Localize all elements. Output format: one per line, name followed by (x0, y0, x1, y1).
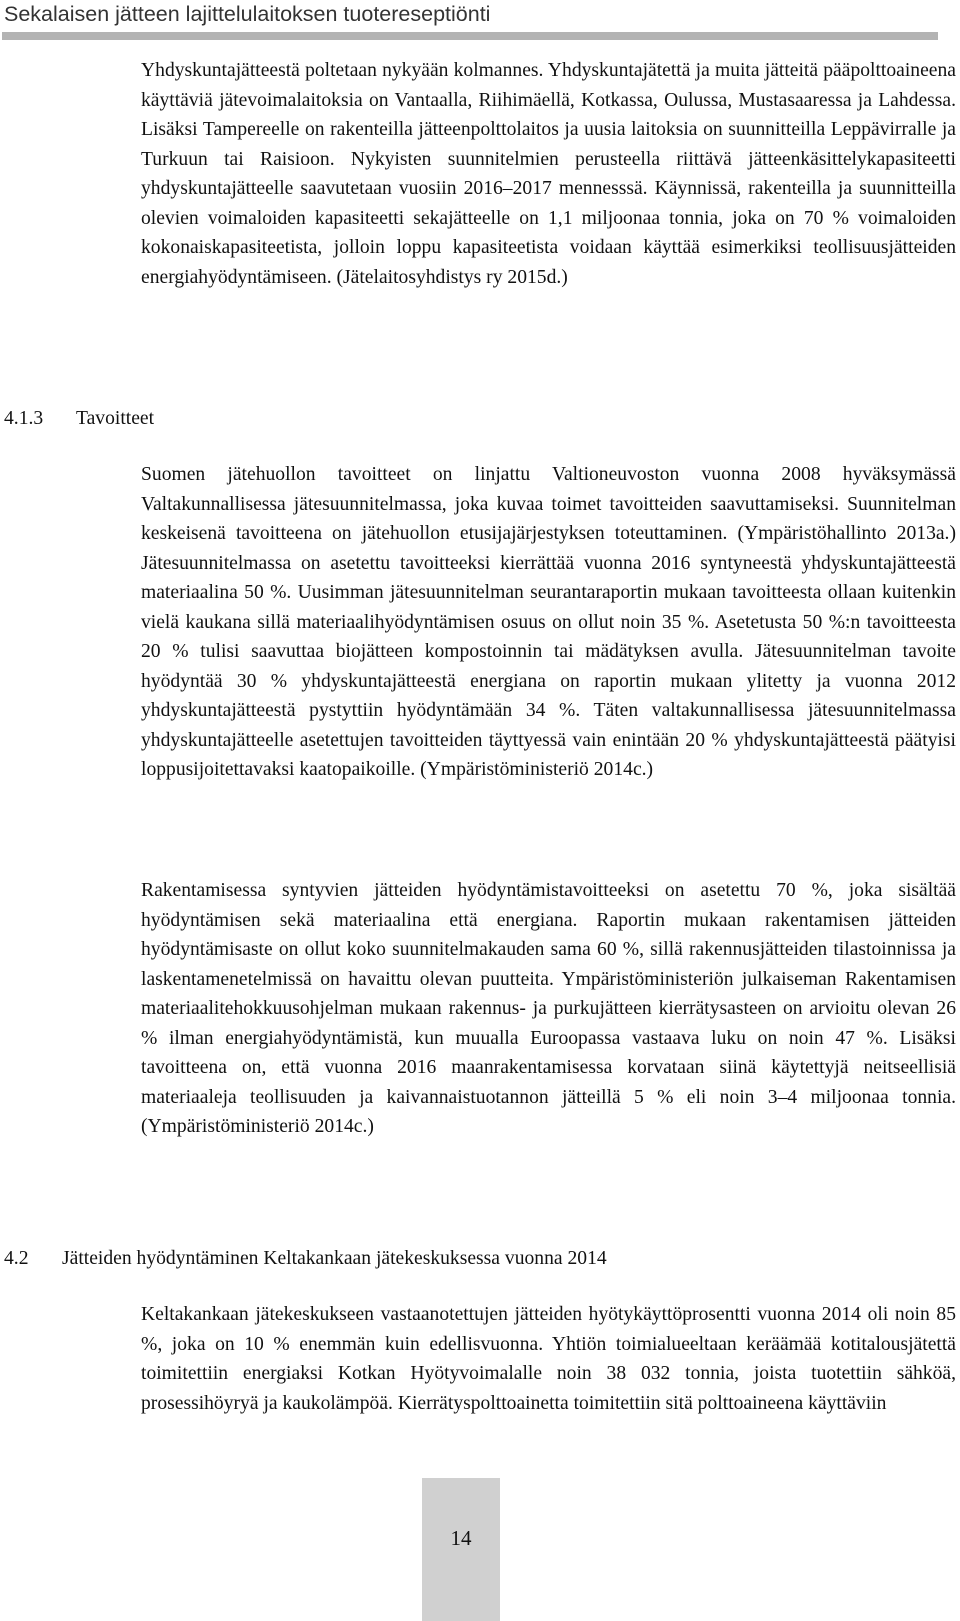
page-number-box (422, 1478, 500, 1621)
running-header (0, 0, 938, 40)
paragraph-construction-waste: Rakentamisessa syntyvien jätteiden hyödyntämistavoitteeksi on asetettu 70 %, joka sisältää hyödyntämisen sekä materiaalina että energiana. Raportin mukaan rakentamisen jätteiden hyödyntämisaste on ollut koko suunnitelmakauden sama 60 %, sillä rakennusjätteiden tilastoinnissa ja laskentamenetelmissä on havaittu olevan puutteita. Ympäristöministeriön julkaiseman Rakentamisen materiaalitehokkuusohjelman mukaan rakennus- ja purkujätteen kierrätysasteen on arvioitu olevan 26 % ilman energiahyödyntämistä, kun muualla Euroopassa vastaava luku on noin 47 %. Lisäksi tavoitteena on, että vuonna 2016 maanrakentamisessa korvataan siinä käytettyjä neitseellisiä materiaaleja teollisuuden ja kaivannaistuotannon jätteillä 5 % eli noin 3–4 miljoonaa tonnia. (Ympäristöministeriö 2014c.) (141, 880, 956, 1137)
section-heading-4-1-3 (4, 404, 154, 434)
paragraph-keltakangas: Keltakankaan jätekeskukseen vastaanotettujen jätteiden hyötykäyttöprosentti vuonna 2014 oli noin 85 %, joka on 10 % enemmän kuin edellisvuonna. Yhtiön toimialueeltaan keräämää kotitalousjätettä toimitettiin energiaksi Kotkan Hyötyvoimalalle noin 38 032 tonnia, joista tuotettiin sähköä, prosessihöyryä ja kaukolämpöä. Kierrätyspolttoainetta toimitettiin sitä polttoaineena käyttäviin (141, 1304, 956, 1414)
section-number: 4.1.3 (4, 408, 44, 429)
paragraph-waste-incineration: Yhdyskuntajätteestä poltetaan nykyään kolmannes. Yhdyskuntajätettä ja muita jätteitä pääpolttoaineena käyttäviä jätevoimalaitoksia on Vantaalla, Riihimäellä, Kotkassa, Oulussa, Mustasaaressa ja Lahdessa. Lisäksi Tampereelle on rakenteilla jätteenpolttolaitos ja uusia laitoksia on suunnitteilla Leppävirralle ja Turkuun tai Raisioon. Nykyisten suunnitelmien perusteella riittävä jätteenkäsittelykapasiteetti yhdyskuntajätteelle saavutetaan vuosiin 2016–2017 mennesssä. Käynnissä, rakenteilla ja suunnitteilla olevien voimaloiden kapasiteetti sekajätteelle on 1,1 miljoonaa tonnia, joka on 70 % voimaloiden kokonaiskapasiteetista, jolloin loppu kapasiteetista voidaan käyttää esimerkiksi teollisuusjätteiden energiahyödyntämiseen. (Jätelaitosyhdistys ry 2015d.) (141, 60, 956, 288)
section-title: Tavoitteet (76, 408, 155, 429)
page-number: 14 (450, 1526, 472, 1550)
section-number: 4.2 (4, 1248, 29, 1269)
paragraph-waste-goals: Suomen jätehuollon tavoitteet on linjattu Valtioneuvoston vuonna 2008 hyväksymässä Valtakunnallisessa jätesuunnitelmassa, joka kuvaa toimet tavoitteiden saavuttamiseksi. Suunnitelman keskeisenä tavoitteena on jätehuollon etusijajärjestyksen toteuttaminen. (Ympäristöhallinto 2013a.) Jätesuunnitelmassa on asetettu tavoitteeksi kierrättää vuonna 2016 syntyneestä yhdyskuntajätteestä materiaalina 50 %. Uusimman jätesuunnitelman seurantaraportin mukaan tavoitteesta ollaan kuitenkin vielä kaukana sillä materiaalihyödyntämisen osuus on ollut noin 35 %. Asetetusta 50 %:n tavoitteesta 20 % tulisi saavuttaa biojätteen kompostoinnin tai mädätyksen avulla. Jätesuunnitelman tavoite hyödyntää 30 % yhdyskuntajätteestä energiana on raportin mukaan ylitetty ja vuonna 2012 yhdyskuntajätteestä pystyttiin hyödyntämään 34 %. Täten valtakunnallisessa jätesuunnitelmassa yhdyskuntajätteelle asetettujen tavoitteiden täyttyessä vain enintään 20 % yhdyskuntajätteestä päätyisi loppusijoitettavaksi kaatopaikoille. (Ympäristöministeriö 2014c.) (141, 464, 956, 780)
header-divider (2, 32, 938, 40)
document-title: Sekalaisen jätteen lajittelulaitoksen tuotereseptiönti (4, 2, 491, 26)
section-title: Jätteiden hyödyntäminen Keltakankaan jätekeskuksessa vuonna 2014 (62, 1248, 607, 1269)
section-heading-4-2 (4, 1244, 607, 1274)
